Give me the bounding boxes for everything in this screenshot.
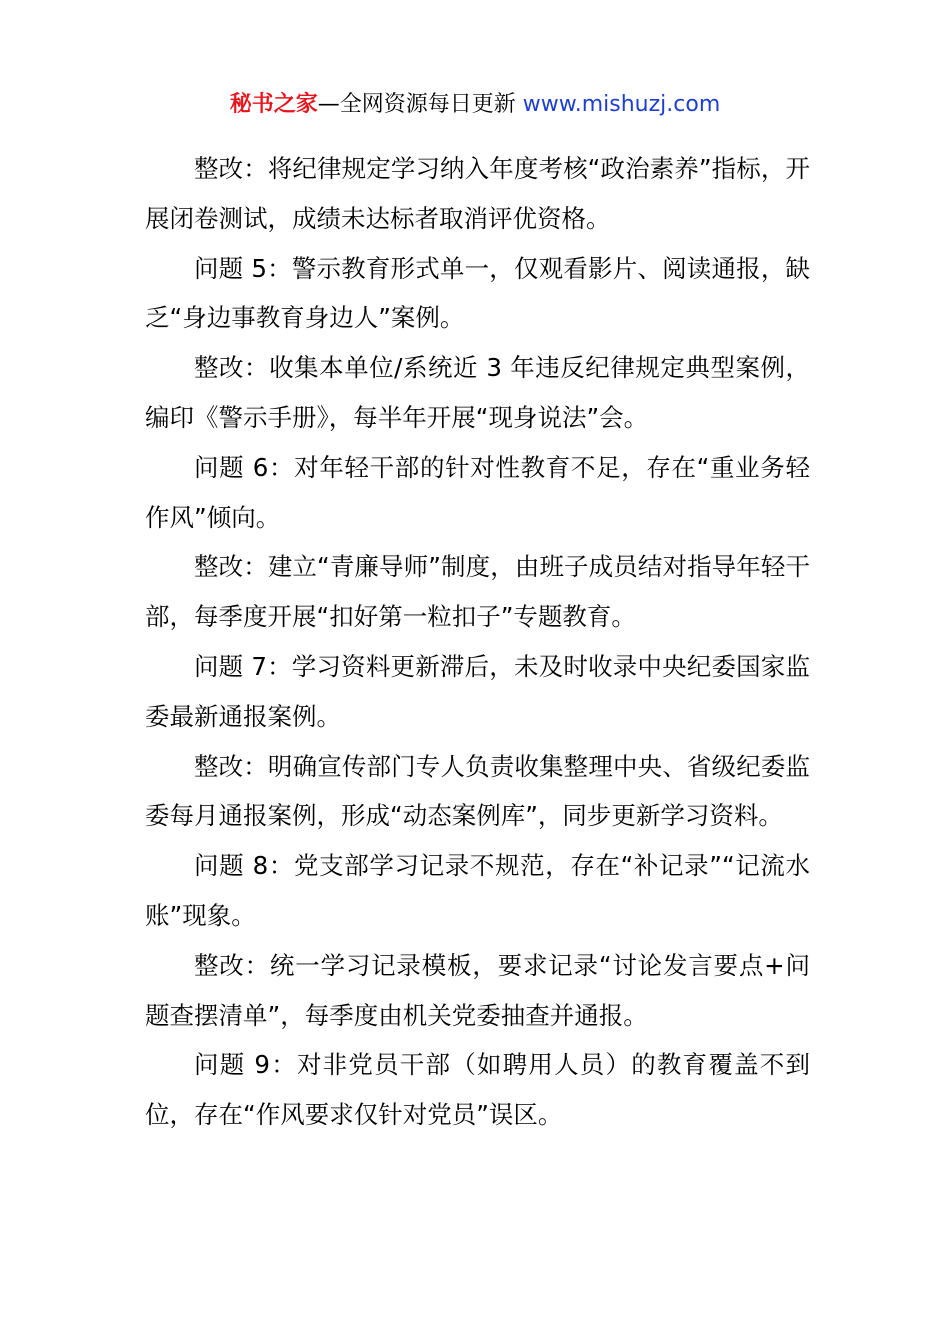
paragraph-issue-8: 问题 8：党支部学习记录不规范，存在“补记录”“记流水账”现象。 [145, 851, 810, 930]
paragraph-issue-6: 问题 6：对年轻干部的针对性教育不足，存在“重业务轻作风”倾向。 [145, 452, 810, 532]
paragraph-rectification: 整改：明确宣传部门专人负责收集整理中央、省级纪委监委每月通报案例，形成“动态案例库”，同步更新学习资料。 [145, 751, 810, 831]
paragraph-rectification: 整改：收集本单位/系统近 3 年违反纪律规定典型案例，编印《警示手册》，每半年开展“现身说法”会。 [145, 353, 810, 432]
paragraph-rectification: 整改：将纪律规定学习纳入年度考核“政治素养”指标，开展闭卷测试，成绩未达标者取消评优资格。 [145, 154, 810, 233]
site-url-link[interactable]: www.mishuzj.com [522, 92, 721, 117]
brand-name: 秘书之家 [229, 92, 318, 117]
paragraph-issue-5: 问题 5：警示教育形式单一，仅观看影片、阅读通报，缺乏“身边事教育身边人”案例。 [145, 253, 810, 333]
paragraph-issue-7: 问题 7：学习资料更新滞后，未及时收录中央纪委国家监委最新通报案例。 [145, 651, 810, 731]
paragraph-rectification: 整改：统一学习记录模板，要求记录“讨论发言要点+问题查摆清单”，每季度由机关党委抽查并通报。 [145, 950, 810, 1030]
document-body [145, 144, 810, 1140]
page-header [0, 88, 950, 122]
paragraph-issue-9: 问题 9：对非党员干部（如聘用人员）的教育覆盖不到位，存在“作风要求仅针对党员”误区。 [145, 1050, 810, 1130]
paragraph-rectification: 整改：建立“青廉导师”制度，由班子成员结对指导年轻干部，每季度开展“扣好第一粒扣子”专题教育。 [145, 552, 810, 632]
header-tagline: —全网资源每日更新 [317, 92, 523, 117]
